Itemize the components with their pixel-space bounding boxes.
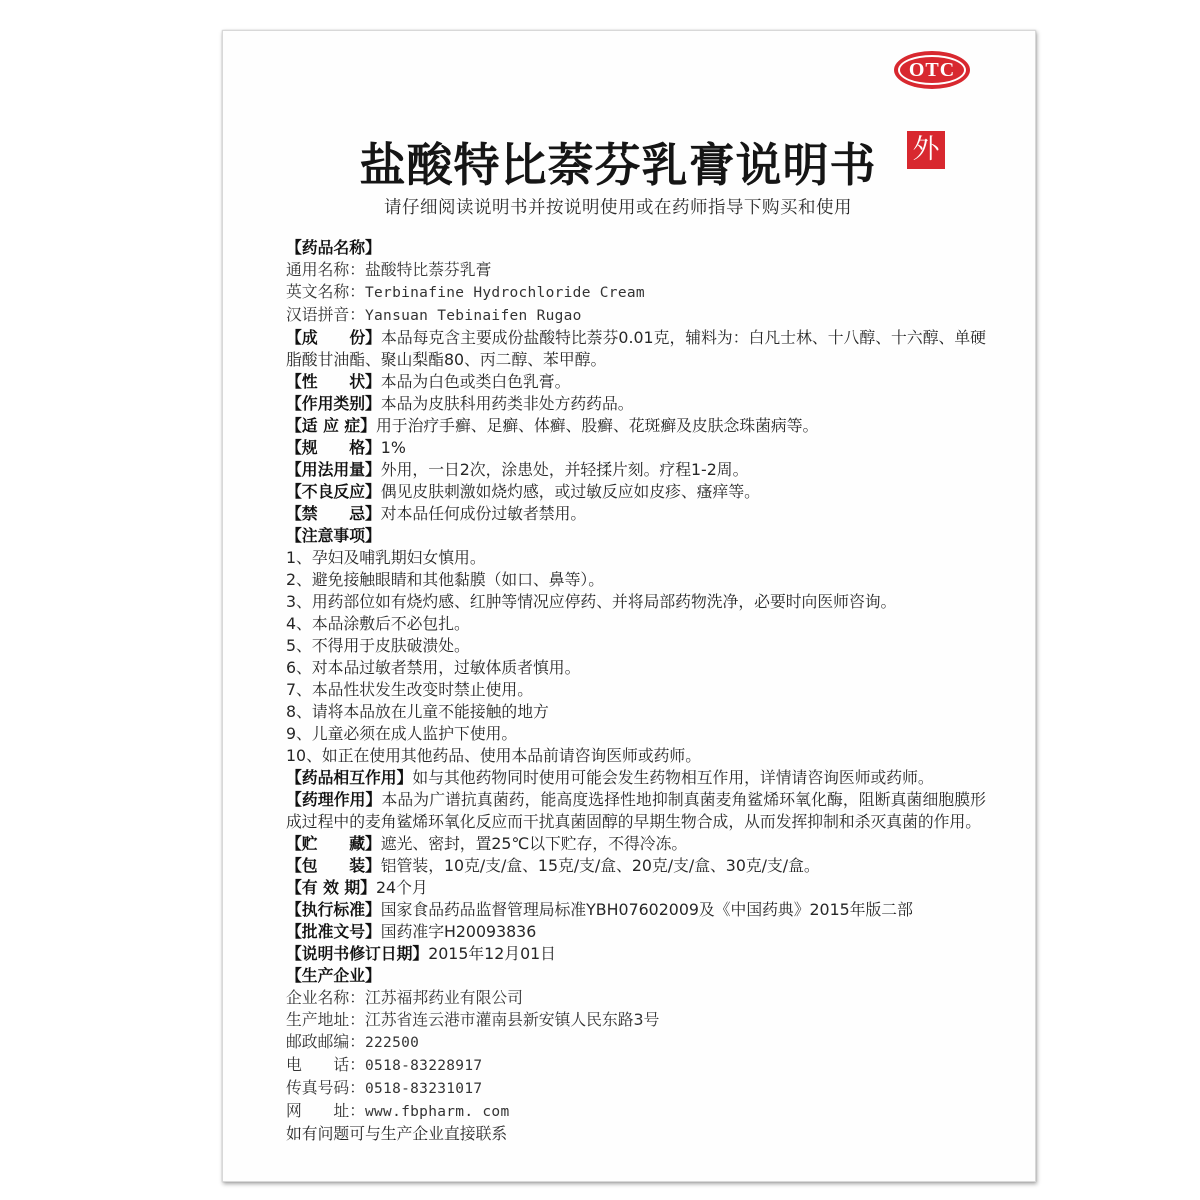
fax-row (286, 1077, 986, 1100)
precaution-item: 7、本品性状发生改变时禁止使用。 (286, 680, 534, 699)
contraindications-value: 对本品任何成份过敏者禁用。 (380, 504, 587, 523)
validity-value: 24个月 (375, 878, 428, 897)
revision-label: 【说明书修订日期】 (286, 944, 429, 963)
postcode-value: 222500 (365, 1035, 420, 1051)
indications-label: 【适 应 症】 (286, 416, 376, 435)
validity-row (286, 877, 986, 899)
postcode-label: 邮政邮编： (286, 1032, 365, 1051)
interactions-value: 如与其他药物同时使用可能会发生药物相互作用，详情请咨询医师或药师。 (412, 768, 934, 787)
pharmacology-label: 【药理作用】 (286, 790, 382, 809)
generic-name-label: 通用名称： (286, 260, 365, 279)
fax-label: 传真号码： (286, 1078, 365, 1097)
indications-row (286, 415, 986, 437)
spec-value: 1% (380, 438, 406, 457)
precaution-item: 2、避免接触眼睛和其他黏膜（如口、鼻等）。 (286, 570, 605, 589)
spec-label: 【规 格】 (286, 438, 381, 457)
section-drug-name: 【药品名称】 (286, 238, 381, 257)
usage-row (286, 459, 986, 481)
phone-row (286, 1054, 986, 1077)
precaution-item: 1、孕妇及哺乳期妇女慎用。 (286, 548, 486, 567)
english-name-label: 英文名称： (286, 282, 365, 301)
storage-value: 遮光、密封，置25℃以下贮存，不得冷冻。 (380, 834, 688, 853)
category-row (286, 393, 986, 415)
document-subtitle: 请仔细阅读说明书并按说明使用或在药师指导下购买和使用 (384, 198, 852, 218)
package-label: 【包 装】 (286, 856, 381, 875)
interactions-label: 【药品相互作用】 (286, 768, 413, 787)
manufacturer-label: 【生产企业】 (286, 966, 381, 985)
external-use-badge: 外 (907, 131, 945, 169)
contraindications-label: 【禁 忌】 (286, 504, 381, 523)
spec-row (286, 437, 986, 459)
standard-row (286, 899, 986, 921)
storage-row (286, 833, 986, 855)
revision-value: 2015年12月01日 (428, 944, 556, 963)
category-label: 【作用类别】 (286, 394, 381, 413)
interactions-row (286, 767, 986, 789)
standard-label: 【执行标准】 (286, 900, 381, 919)
pinyin-name-row (286, 304, 986, 327)
company-address-row (286, 1009, 986, 1031)
english-name-value: Terbinafine Hydrochloride Cream (365, 285, 645, 301)
generic-name-value: 盐酸特比萘芬乳膏 (365, 260, 492, 279)
document-body (286, 237, 986, 1145)
ingredients-value: 本品每克含主要成份盐酸特比萘芬0.01克，辅料为：白凡士林、十八醇、十六醇、单硬脂酸甘油酯、聚山梨酯80、丙二醇、苯甲醇。 (286, 328, 986, 369)
company-name-row (286, 987, 986, 1009)
approval-label: 【批准文号】 (286, 922, 381, 941)
ingredients-row (286, 327, 986, 371)
otc-badge (894, 51, 970, 89)
precaution-item: 5、不得用于皮肤破溃处。 (286, 636, 470, 655)
pharmacology-value: 本品为广谱抗真菌药，能高度选择性地抑制真菌麦角鲨烯环氧化酶，阻断真菌细胞膜形成过程中的麦角鲨烯环氧化反应而干扰真菌固醇的早期生物合成，从而发挥抑制和杀灭真菌的作用。 (286, 790, 986, 831)
character-row (286, 371, 986, 393)
usage-value: 外用，一日2次，涂患处，并轻揉片刻。疗程1-2周。 (380, 460, 749, 479)
generic-name-row (286, 259, 986, 281)
revision-row (286, 943, 986, 965)
contact-note: 如有问题可与生产企业直接联系 (286, 1124, 508, 1143)
adverse-label: 【不良反应】 (286, 482, 381, 501)
phone-label: 电 话： (286, 1055, 365, 1074)
fax-value: 0518-83231017 (365, 1081, 483, 1097)
precaution-item: 3、用药部位如有烧灼感、红肿等情况应停药、并将局部药物洗净，必要时向医师咨询。 (286, 592, 897, 611)
character-label: 【性 状】 (286, 372, 381, 391)
company-name-value: 江苏福邦药业有限公司 (365, 988, 523, 1007)
package-value: 铝管装，10克/支/盒、15克/支/盒、20克/支/盒、30克/支/盒。 (380, 856, 820, 875)
storage-label: 【贮 藏】 (286, 834, 381, 853)
precaution-item: 9、儿童必须在成人监护下使用。 (286, 724, 518, 743)
indications-value: 用于治疗手癣、足癣、体癣、股癣、花斑癣及皮肤念珠菌病等。 (375, 416, 819, 435)
english-name-row (286, 281, 986, 304)
instruction-sheet (222, 30, 1036, 1182)
precaution-item: 6、对本品过敏者禁用，过敏体质者慎用。 (286, 658, 581, 677)
precaution-item: 4、本品涂敷后不必包扎。 (286, 614, 470, 633)
company-address-label: 生产地址： (286, 1010, 365, 1029)
otc-badge-label: OTC (898, 55, 966, 85)
company-address-value: 江苏省连云港市灌南县新安镇人民东路3号 (365, 1010, 660, 1029)
standard-value: 国家食品药品监督管理局标准YBH07602009及《中国药典》2015年版二部 (380, 900, 913, 919)
precautions-label: 【注意事项】 (286, 526, 381, 545)
category-value: 本品为皮肤科用药类非处方药药品。 (380, 394, 634, 413)
usage-label: 【用法用量】 (286, 460, 381, 479)
precaution-item: 10、如正在使用其他药品、使用本品前请咨询医师或药师。 (286, 746, 702, 765)
website-label: 网 址： (286, 1101, 365, 1120)
website-value: www.fbpharm. com (365, 1104, 510, 1120)
pharmacology-row (286, 789, 986, 833)
document-title: 盐酸特比萘芬乳膏说明书 (359, 138, 877, 192)
postcode-row (286, 1031, 986, 1054)
contraindications-row (286, 503, 986, 525)
ingredients-label: 【成 份】 (286, 328, 381, 347)
pinyin-name-value: Yansuan Tebinaifen Rugao (365, 308, 582, 324)
package-row (286, 855, 986, 877)
character-value: 本品为白色或类白色乳膏。 (380, 372, 571, 391)
pinyin-name-label: 汉语拼音： (286, 305, 365, 324)
adverse-value: 偶见皮肤刺激如烧灼感，或过敏反应如皮疹、瘙痒等。 (380, 482, 760, 501)
phone-value: 0518-83228917 (365, 1058, 483, 1074)
website-row (286, 1100, 986, 1123)
approval-row (286, 921, 986, 943)
company-name-label: 企业名称： (286, 988, 365, 1007)
approval-value: 国药准字H20093836 (380, 922, 537, 941)
precaution-item: 8、请将本品放在儿童不能接触的地方 (286, 702, 549, 721)
adverse-row (286, 481, 986, 503)
validity-label: 【有 效 期】 (286, 878, 376, 897)
